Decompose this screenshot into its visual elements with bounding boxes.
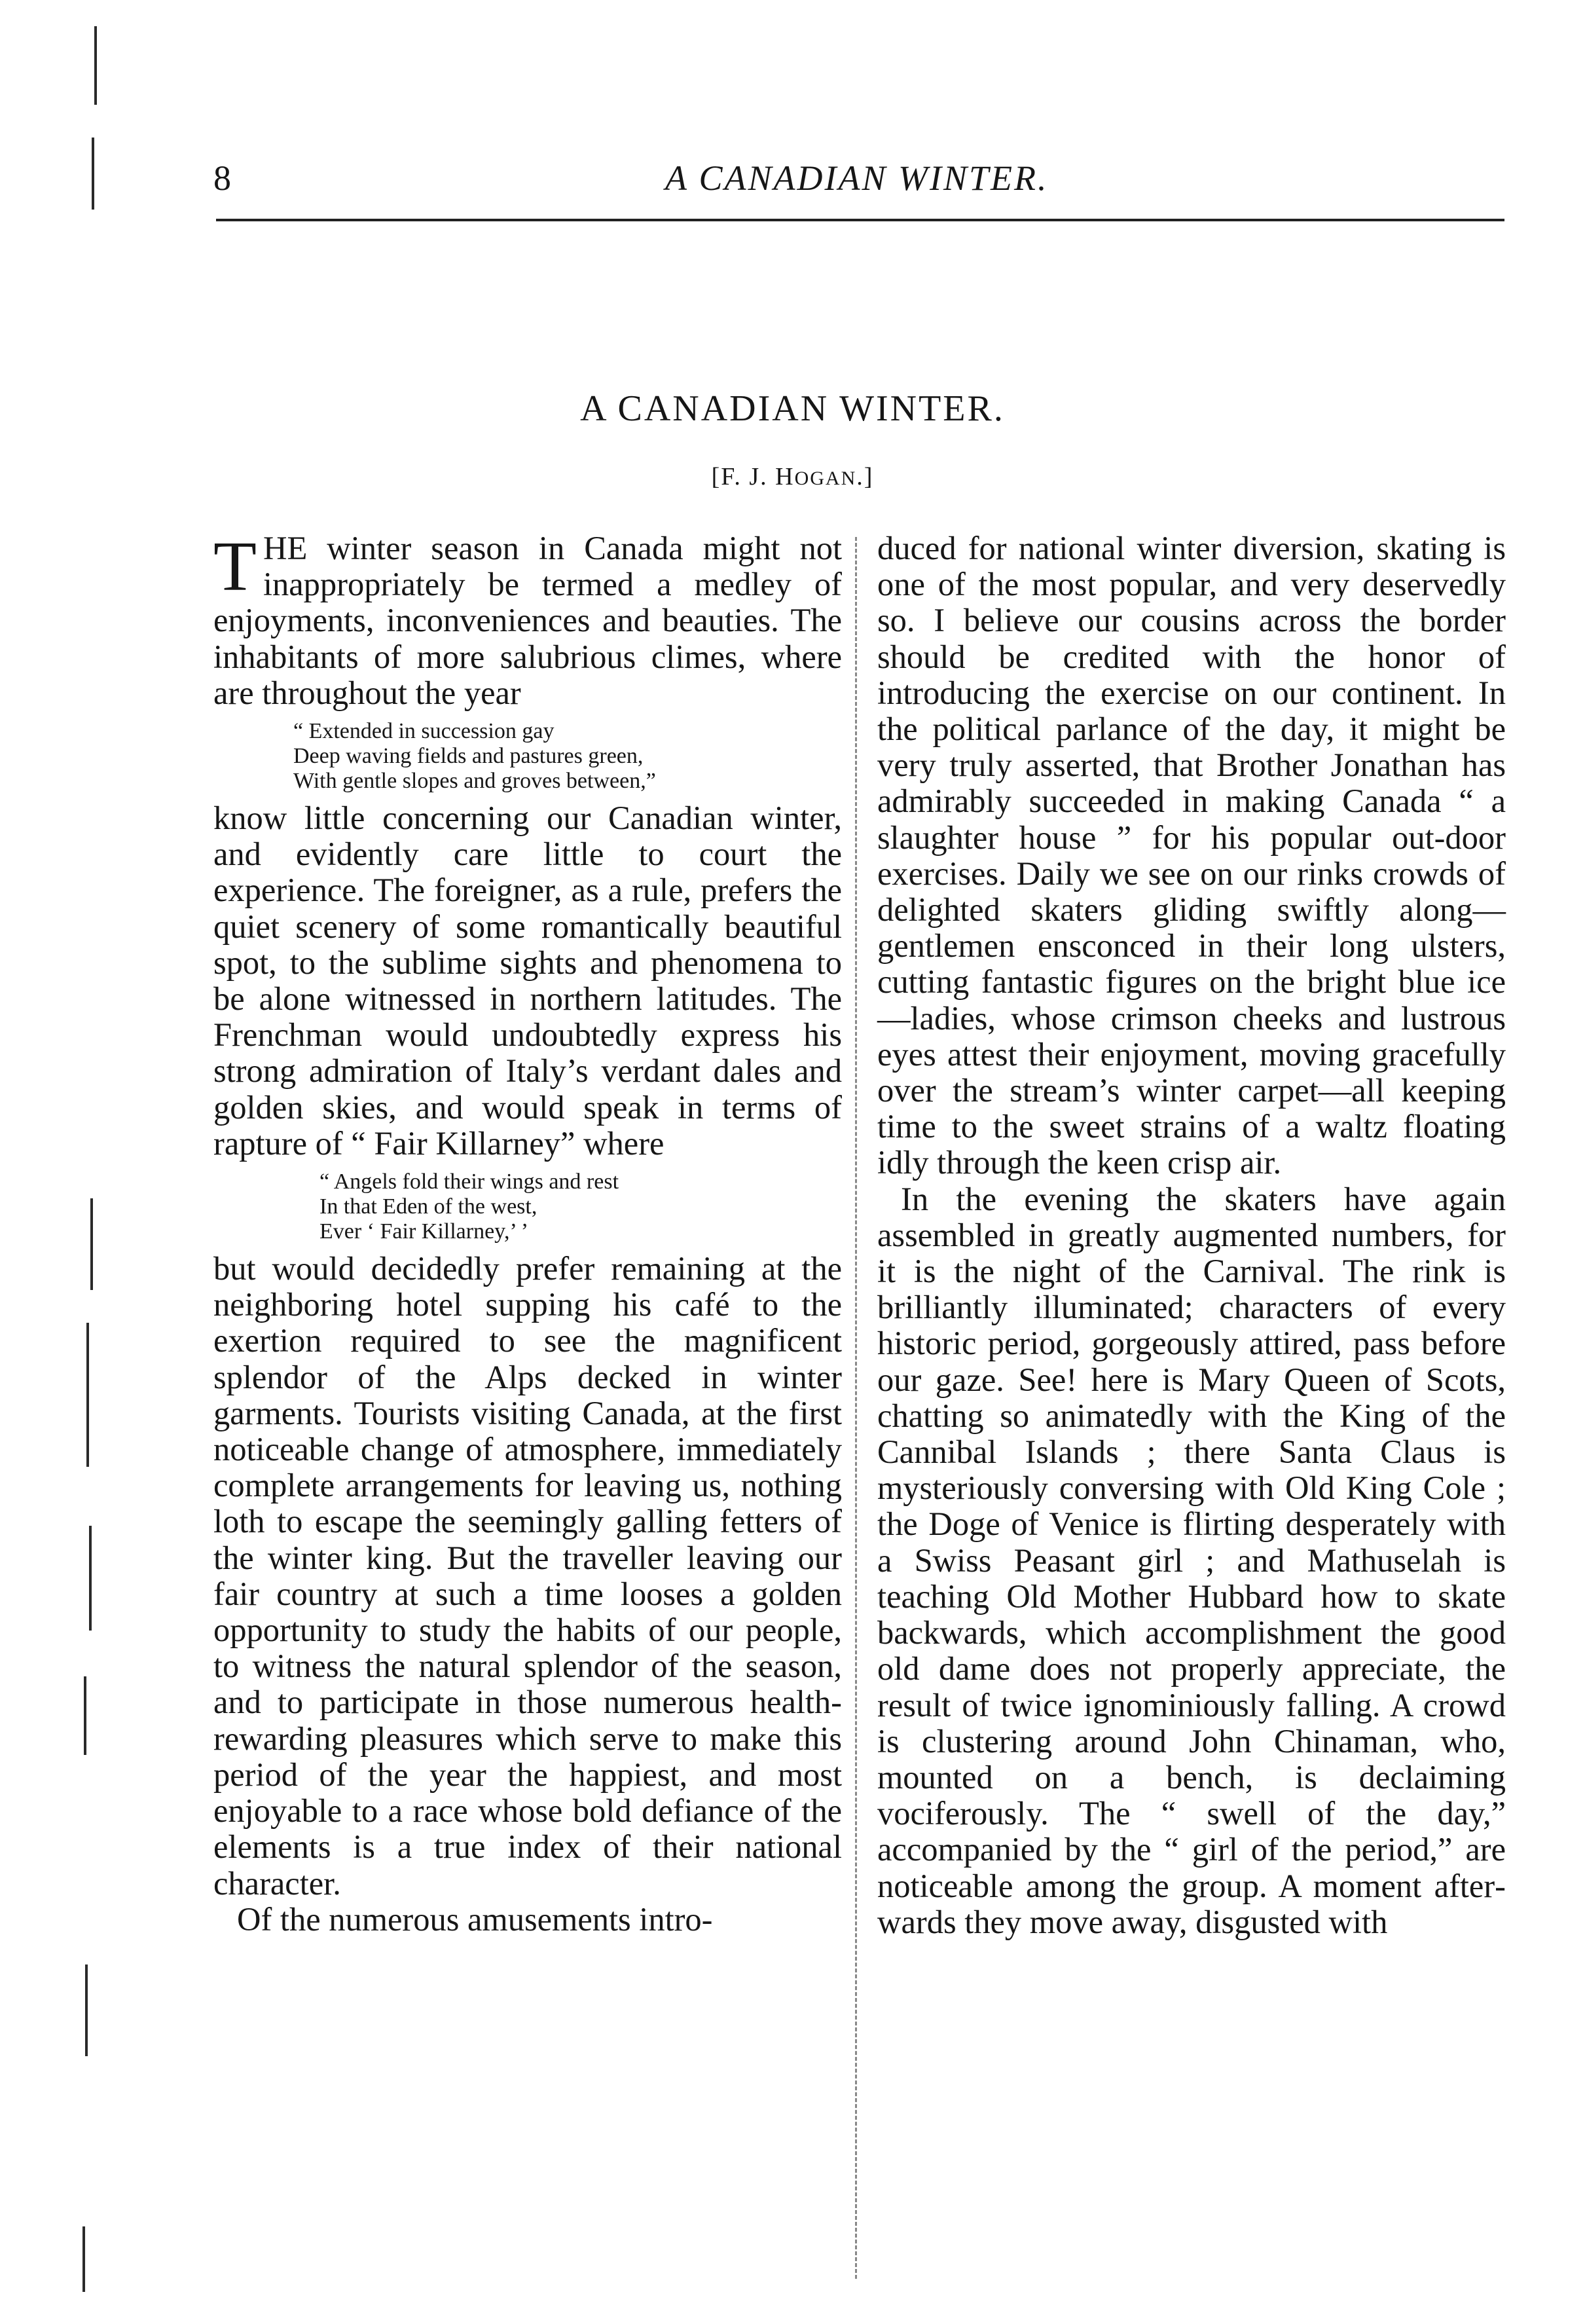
verse-line: Ever ‘ Fair Killarney,’ ’: [319, 1219, 529, 1244]
binding-edge: [46, 0, 98, 2324]
left-para-3: but would decidedly prefer remaining at the neighboring hotel supping his café to the exertion required to see the magnificent splendor of the Alps decked in winter garments. Tourists visiting Canada, at the first noticeable change of atmosphere, immediately complete arrangements for leaving us, nothing loth to escape the seemingly galling fetters of the winter king. But the traveller leaving our fair country at such a time looses a golden opportunity to study the habits of our people, to witness the natural splendor of the season, and to participate in those numerous health-rewarding pleasures which serve to make this period of the year the happiest, and most enjoyable to a race whose bold defiance of the elements is a true index of their national character.: [213, 1250, 842, 1902]
verse-line: “ Extended in succession gay: [293, 719, 555, 744]
right-para-2: In the evening the skaters have again assembled in greatly augmented numbers, for it is the night of the Carnival. The rink is brilliantly illuminated; characters of every historic period, gorgeously attired, pass before our gaze. See! here is Mary Queen of Scots, chatting so animatedly with the King of the Cannibal Islands ; there Santa Claus is mysteriously conversing with Old King Cole ; the Doge of Venice is flirting desperately with a Swiss Peasant girl ; and Mathuselah is teaching Old Mother Hubbard how to skate backwards, which accomplishment the good old dame does not properly appreciate, the result of twice ignominiously falling. A crowd is clustering around John Chinaman, who, mounted on a bench, is declaiming vociferously. The “ swell of the day,” accompanied by the “ girl of the period,” are noticeable among the group. A moment afterwards they move away, disgusted with: [877, 1180, 1506, 1940]
left-para-4: Of the numerous amusements intro-: [237, 1900, 713, 1938]
drop-cap: T: [213, 528, 257, 606]
author-close: .]: [856, 463, 874, 490]
left-column: [213, 530, 842, 1938]
page-number: 8: [213, 158, 231, 198]
verse-line: In that Eden of the west,: [319, 1194, 537, 1219]
page-header: [213, 152, 1510, 204]
left-para-1: [213, 530, 842, 711]
verse-line: With gentle slopes and groves between,”: [293, 769, 656, 794]
article-author: [0, 462, 1585, 491]
verse-quote-1: [293, 719, 842, 794]
right-column: [877, 530, 1506, 1940]
author-small-caps: OGAN: [794, 468, 857, 489]
left-para-2: know little concerning our Canadian winter, and evidently care little to court the experience. The foreigner, as a rule, prefers the quiet scenery of some romantically beautiful spot, to the sublime sights and phenomena to be alone witnessed in northern latitudes. The Frenchman would undoubtedly express his strong admiration of Italy’s verdant dales and golden skies, and would speak in terms of rapture of “ Fair Killarney” where: [213, 800, 842, 1162]
right-para-1: duced for national winter diversion, skating is one of the most popular, and very deservedly so. I believe our cousins across the border should be credited with the honor of introducing the exercise on our continent. In the political parlance of the day, it might be very truly asserted, that Brother Jonathan has admirably succeeded in making Canada “ a slaughter house ” for his popular out-door exercises. Daily we see on our rinks crowds of delighted skaters gliding swiftly along—gentlemen ensconced in their long ulsters, cutting fantastic figures on the bright blue ice—ladies, whose crimson cheeks and lustrous eyes attest their enjoyment, moving gracefully over the stream’s winter carpet—all keeping time to the sweet strains of a waltz floating idly through the keen crisp air.: [877, 530, 1506, 1181]
column-divider: [855, 537, 857, 2279]
left-para-1-text: HE winter season in Canada might not inappropriately be termed a medley of enjoyments, inconveniences and beauties. The inhabitants of more salubrious climes, where are throughout the year: [213, 530, 842, 711]
author-open: [F. J. H: [711, 463, 795, 490]
verse-quote-2: [319, 1170, 842, 1244]
running-head: A CANADIAN WINTER.: [665, 158, 1049, 198]
verse-line: Deep waving fields and pastures green,: [293, 744, 644, 769]
verse-line: “ Angels fold their wings and rest: [319, 1170, 619, 1194]
article-title: A CANADIAN WINTER.: [580, 388, 1005, 429]
header-rule: [216, 219, 1504, 221]
